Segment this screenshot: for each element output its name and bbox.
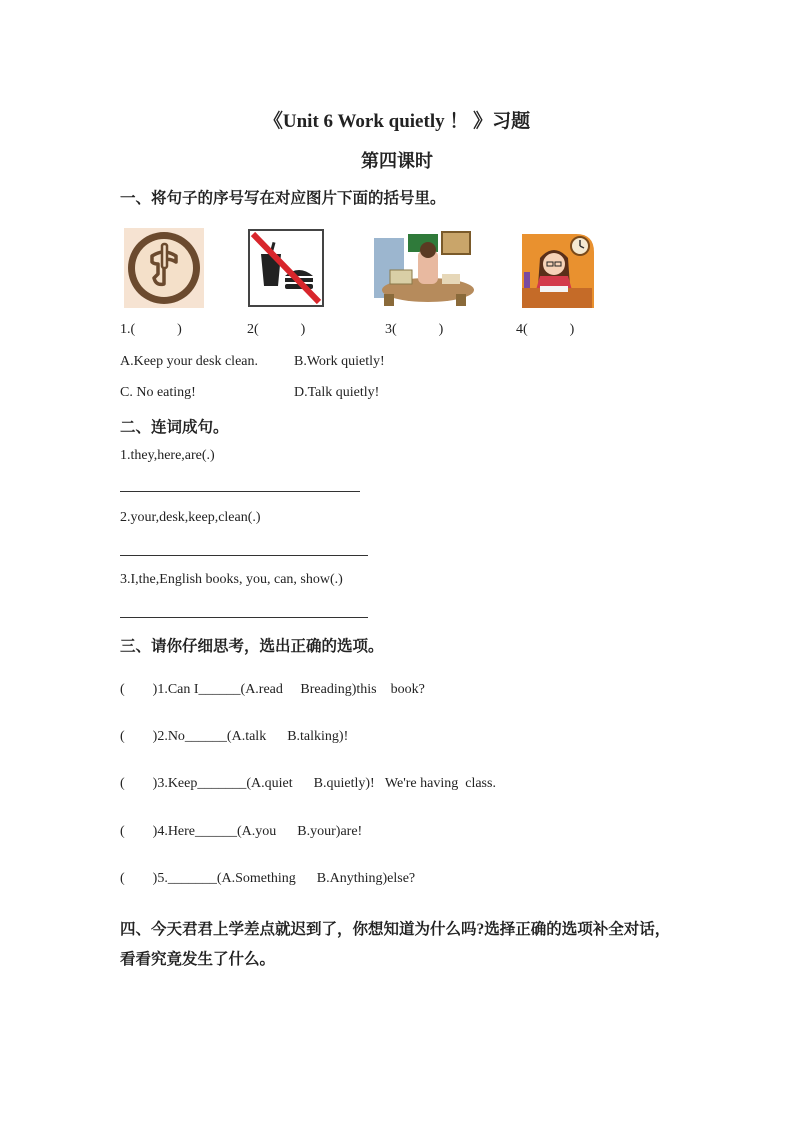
section2-heading: 二、连词成句。 xyxy=(120,419,229,436)
choice-item-4[interactable]: ( )4.Here______(A.you B.your)are! xyxy=(120,824,363,839)
option-a: A.Keep your desk clean. xyxy=(120,354,259,369)
picture1-bracket[interactable]: 1.( ) xyxy=(120,322,182,337)
page-subtitle: 第四课时 xyxy=(361,151,433,171)
messy-desk-picture xyxy=(372,228,474,310)
option-d: D.Talk quietly! xyxy=(294,385,380,400)
answer-line-1[interactable] xyxy=(120,491,360,492)
section4-heading-line1: 四、今天君君上学差点就迟到了，你想知道为什么吗?选择正确的选项补全对话， xyxy=(120,921,671,938)
picture4-bracket[interactable]: 4( ) xyxy=(516,322,575,337)
section1-heading: 一、将句子的序号写在对应图片下面的括号里。 xyxy=(120,190,446,207)
reorder-item-3: 3.I,the,English books, you, can, show(.) xyxy=(120,572,343,587)
option-c: C. No eating! xyxy=(120,385,196,400)
reorder-item-2: 2.your,desk,keep,clean(.) xyxy=(120,510,261,525)
page-title: 《Unit 6 Work quietly ！ 》习题 xyxy=(263,111,531,132)
choice-item-5[interactable]: ( )5._______(A.Something B.Anything)else? xyxy=(120,871,416,886)
section4-heading-line2: 看看究竟发生了什么。 xyxy=(120,951,276,968)
section3-heading: 三、请你仔细思考，选出正确的选项。 xyxy=(120,638,384,655)
answer-line-3[interactable] xyxy=(120,617,368,618)
picture3-bracket[interactable]: 3( ) xyxy=(385,322,444,337)
option-b: B.Work quietly! xyxy=(294,354,385,369)
choice-item-3[interactable]: ( )3.Keep_______(A.quiet B.quietly)! We're having class. xyxy=(120,776,496,791)
answer-line-2[interactable] xyxy=(120,555,368,556)
choice-item-2[interactable]: ( )2.No______(A.talk B.talking)! xyxy=(120,729,349,744)
quiet-sign-picture xyxy=(124,228,204,308)
picture2-bracket[interactable]: 2( ) xyxy=(247,322,306,337)
reorder-item-1: 1.they,here,are(.) xyxy=(120,448,215,463)
no-eating-sign-picture xyxy=(247,228,325,308)
teacher-desk-picture xyxy=(516,228,596,310)
choice-item-1[interactable]: ( )1.Can I______(A.read Breading)this book? xyxy=(120,682,425,697)
